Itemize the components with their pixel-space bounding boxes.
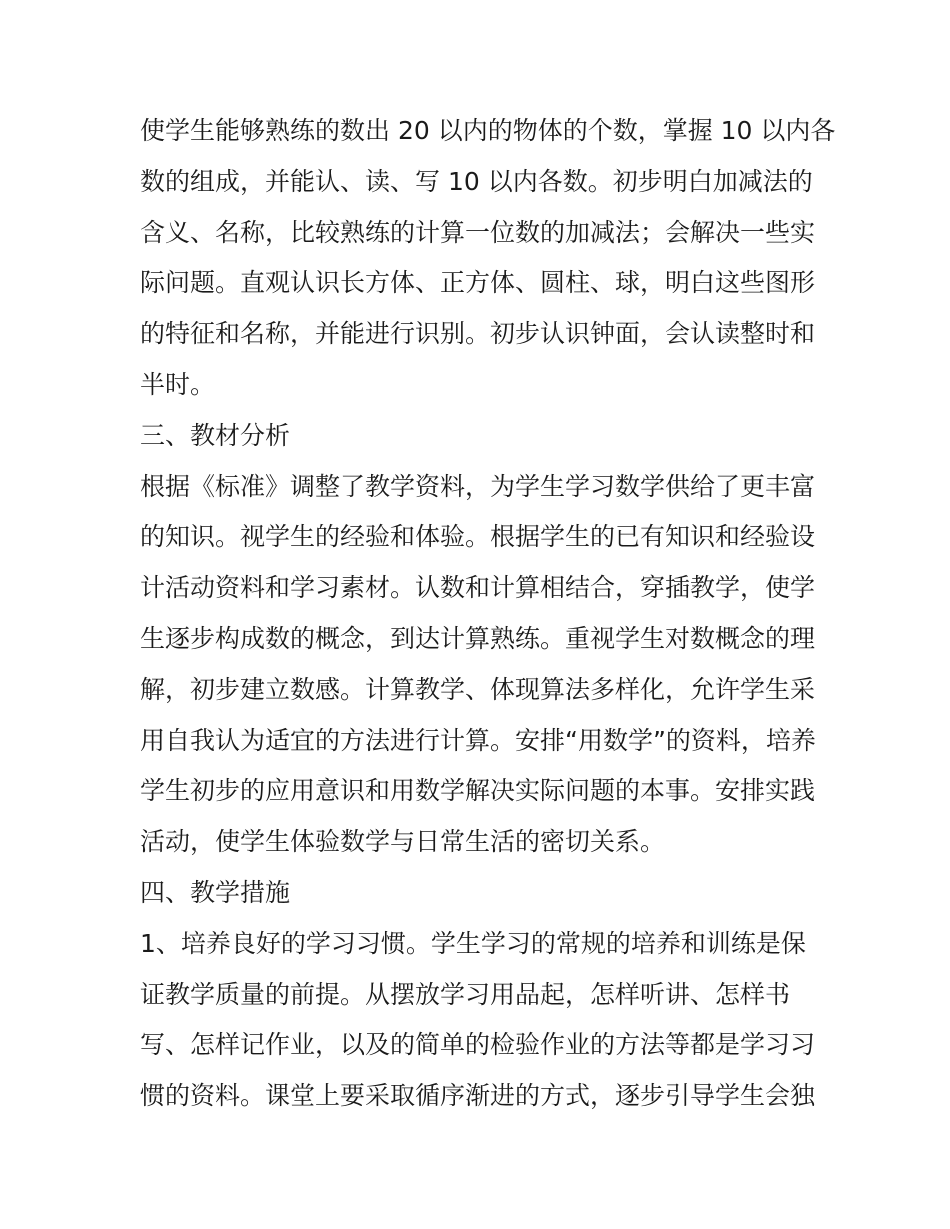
section-heading: 四、教学措施 xyxy=(140,877,291,907)
paragraph-line: 活动，使学生体验数学与日常生活的密切关系。 xyxy=(140,827,666,857)
paragraph-line: 的知识。视学生的经验和体验。根据学生的已有知识和经验设 xyxy=(140,522,816,552)
paragraph-line: 际问题。直观认识长方体、正方体、圆柱、球，明白这些图形 xyxy=(140,268,816,298)
paragraph-line: 半时。 xyxy=(140,369,216,399)
paragraph-line: 解，初步建立数感。计算教学、体现算法多样化，允许学生采 xyxy=(140,674,816,704)
paragraph-line: 计活动资料和学习素材。认数和计算相结合，穿插教学，使学 xyxy=(140,573,816,603)
paragraph-line: 根据《标准》调整了教学资料，为学生学习数学供给了更丰富 xyxy=(140,471,816,501)
paragraph-line: 生逐步构成数的概念，到达计算熟练。重视学生对数概念的理 xyxy=(140,623,816,653)
paragraph-line: 证教学质量的前提。从摆放学习用品起，怎样听讲、怎样书 xyxy=(140,979,791,1009)
paragraph-line: 惯的资料。课堂上要采取循序渐进的方式，逐步引导学生会独 xyxy=(140,1081,816,1111)
paragraph-line: 含义、名称，比较熟练的计算一位数的加减法；会解决一些实 xyxy=(140,217,816,247)
paragraph-line: 1、培养良好的学习习惯。学生学习的常规的培养和训练是保 xyxy=(140,928,806,958)
paragraph-line: 学生初步的应用意识和用数学解决实际问题的本事。安排实践 xyxy=(140,776,816,806)
section-heading: 三、教材分析 xyxy=(140,420,291,450)
paragraph-line: 的特征和名称，并能进行识别。初步认识钟面，会认读整时和 xyxy=(140,319,816,349)
paragraph-line: 写、怎样记作业，以及的简单的检验作业的方法等都是学习习 xyxy=(140,1030,816,1060)
paragraph-line: 用自我认为适宜的方法进行计算。安排“用数学”的资料，培养 xyxy=(140,725,816,755)
paragraph-line: 使学生能够熟练的数出 20 以内的物体的个数，掌握 10 以内各 xyxy=(140,116,836,145)
paragraph-line: 数的组成，并能认、读、写 10 以内各数。初步明白加减法的 xyxy=(140,166,813,196)
document-body xyxy=(140,106,836,1122)
